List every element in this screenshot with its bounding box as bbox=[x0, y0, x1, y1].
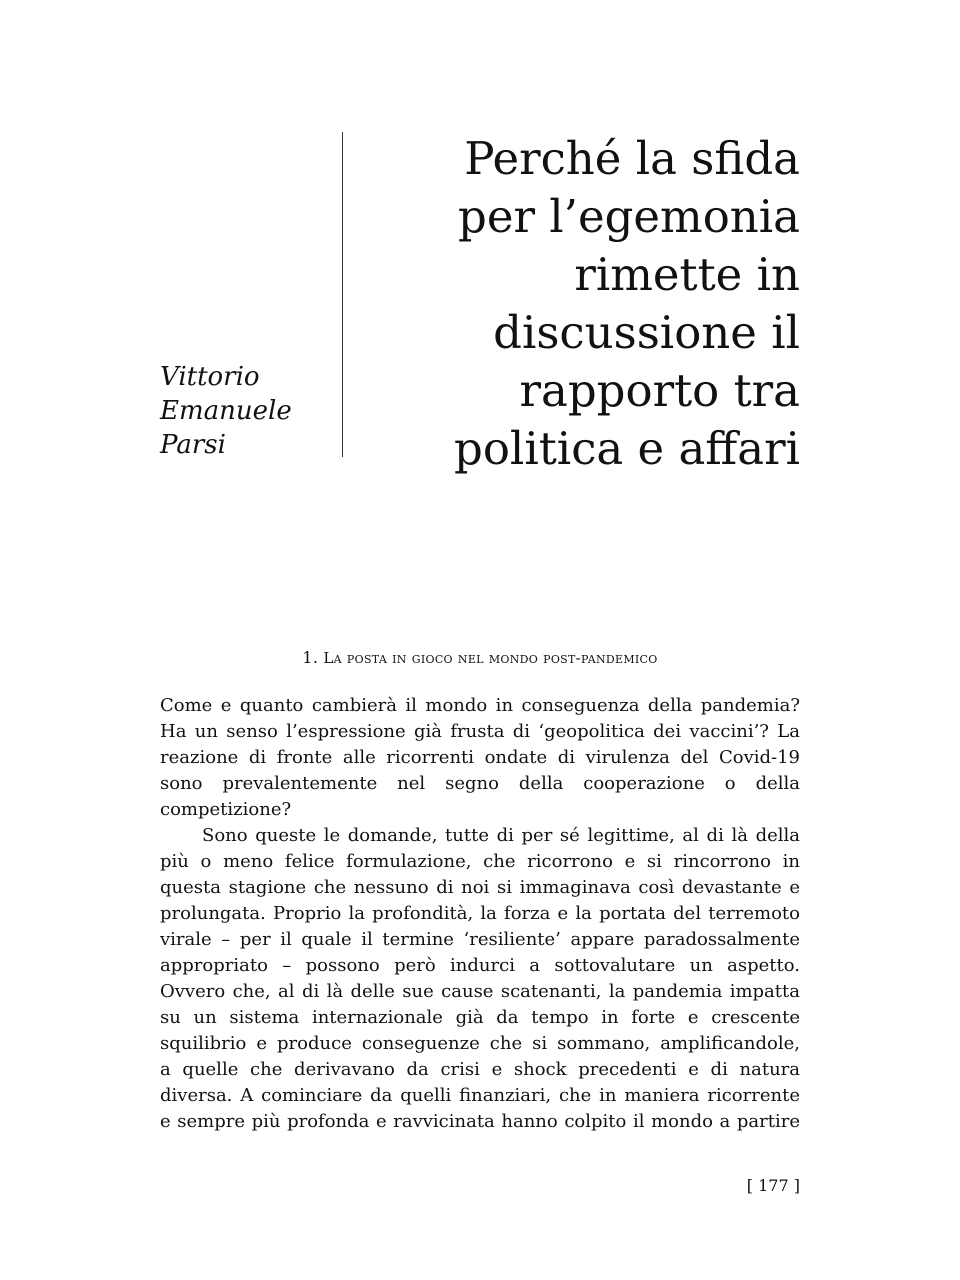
text-line: prolungata. Proprio la profondità, la forza e la portata del terremoto bbox=[160, 903, 800, 924]
text-line: sono prevalentemente nel segno della cooperazione o della bbox=[160, 773, 800, 794]
text-line: più o meno felice formulazione, che ricorrono e si rincorrono in bbox=[160, 851, 800, 872]
author-middle-name: Emanuele bbox=[160, 396, 292, 426]
author-last-name: Parsi bbox=[160, 430, 226, 460]
title-line: politica e affari bbox=[454, 422, 800, 475]
text-line: Ovvero che, al di là delle sue cause scatenanti, la pandemia impatta bbox=[160, 981, 800, 1002]
text-line: e sempre più profonda e ravvicinata hanno colpito il mondo a partire bbox=[160, 1111, 800, 1132]
author-name bbox=[160, 360, 330, 462]
article-title bbox=[380, 130, 800, 478]
page-number: [ 177 ] bbox=[746, 1176, 800, 1195]
text-line: a quelle che derivavano da crisi e shock precedenti e di natura bbox=[160, 1059, 800, 1080]
text-line: Sono queste le domande, tutte di per sé legittime, al di là della bbox=[202, 825, 800, 846]
paragraph-1 bbox=[160, 693, 800, 823]
section-heading bbox=[160, 648, 800, 667]
text-line: su un sistema internazionale già da tempo in forte e crescente bbox=[160, 1007, 800, 1028]
section-title: La posta in gioco nel mondo post-pandemico bbox=[323, 649, 658, 667]
text-line: virale – per il quale il termine ‘resiliente’ appare paradossalmente bbox=[160, 929, 800, 950]
text-line: diversa. A cominciare da quelli finanziari, che in maniera ricorrente bbox=[160, 1085, 800, 1106]
title-line: rapporto tra bbox=[519, 364, 800, 417]
title-line: discussione il bbox=[493, 306, 800, 359]
text-line: squilibrio e produce conseguenze che si sommano, amplificandole, bbox=[160, 1033, 800, 1054]
text-line: reazione di fronte alle ricorrenti ondate di virulenza del Covid-19 bbox=[160, 747, 800, 768]
paragraph-2 bbox=[160, 823, 800, 1135]
text-line: questa stagione che nessuno di noi si immaginava così devastante e bbox=[160, 877, 800, 898]
text-line: competizione? bbox=[160, 799, 292, 820]
title-line: rimette in bbox=[574, 248, 800, 301]
author-first-name: Vittorio bbox=[160, 362, 260, 392]
text-line: Come e quanto cambierà il mondo in conseguenza della pandemia? bbox=[160, 695, 800, 716]
title-divider bbox=[342, 132, 343, 457]
title-line: Perché la sfida bbox=[464, 132, 800, 185]
text-line: Ha un senso l’espressione già frusta di ‘geopolitica dei vaccini’? La bbox=[160, 721, 800, 742]
text-line: appropriato – possono però indurci a sottovalutare un aspetto. bbox=[160, 955, 800, 976]
section-number: 1. bbox=[302, 648, 319, 667]
title-line: per l’egemonia bbox=[458, 190, 800, 243]
body-text bbox=[160, 693, 800, 1135]
